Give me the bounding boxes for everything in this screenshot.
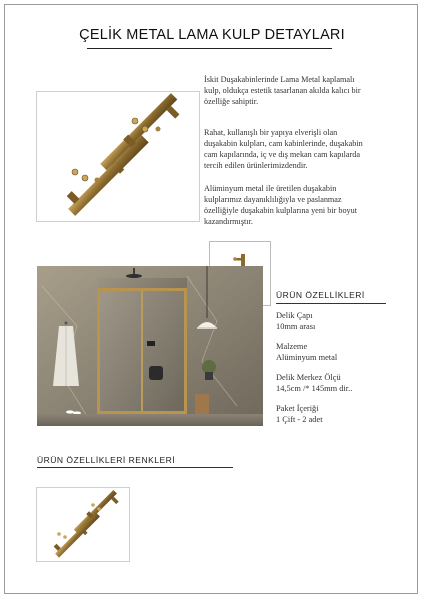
description-paragraph-2 — [204, 127, 409, 171]
shower-cabin-photo — [37, 266, 263, 426]
spec-item — [276, 342, 337, 363]
description-line: tercih edilen ürünlerimizdendir. — [204, 161, 308, 170]
product-image-large — [37, 92, 199, 221]
spec-value: 10mm arası — [276, 321, 316, 331]
description-line: kulplarımız dayanıklılığıyla ve paslanmaz — [204, 195, 342, 204]
description-line: kulp, oldukça estetik tasarlanan akılda kalıcı bir — [204, 86, 361, 95]
color-swatch-image — [37, 488, 129, 561]
description-paragraph-1 — [204, 74, 409, 107]
description-line: özelliğe sahiptir. — [204, 97, 259, 106]
spec-label: Delik Çapı — [276, 311, 313, 320]
title-underline — [87, 48, 332, 49]
description-paragraph-3 — [204, 183, 409, 227]
spec-value: Alüminyum metal — [276, 352, 338, 362]
description-line: kazandırmıştır. — [204, 217, 253, 226]
spec-item — [276, 373, 352, 394]
specs-heading: ÜRÜN ÖZELLİKLERİ — [276, 290, 365, 300]
door-handle-pair-image — [37, 92, 199, 221]
spec-value: 1 Çift - 2 adet — [276, 414, 323, 424]
description-line: Alüminyum metal ile üretilen duşakabin — [204, 184, 337, 193]
spec-item — [276, 311, 315, 332]
spec-value: 14,5cm /* 145mm dir.. — [276, 383, 353, 393]
description-line: duşakabin kulpları, cam kabinlerinde, duşakabin — [204, 139, 363, 148]
brass-handle-pair-image — [37, 488, 129, 561]
spec-label: Delik Merkez Ölçü — [276, 373, 341, 382]
spec-label: Malzeme — [276, 342, 308, 351]
description-line: İskit Duşakabinlerinde Lama Metal kaplamalı — [204, 75, 355, 84]
colors-heading-rule — [37, 467, 233, 468]
description-line: cam kapılarında, iç ve dış mekan cam kapılarda — [204, 150, 360, 159]
description-line: Rahat, kullanışlı bir yapıya elverişli olan — [204, 128, 338, 137]
page-title: ÇELİK METAL LAMA KULP DETAYLARI — [79, 27, 345, 43]
colors-heading: ÜRÜN ÖZELLİKLERİ RENKLERİ — [37, 455, 176, 465]
spec-item — [276, 404, 323, 425]
specs-heading-rule — [276, 303, 386, 304]
bathroom-photo — [37, 266, 263, 426]
description-line: özelliğiyle duşakabin kulplarına yeni bir boyut — [204, 206, 358, 215]
spec-label: Paket İçeriği — [276, 404, 319, 413]
